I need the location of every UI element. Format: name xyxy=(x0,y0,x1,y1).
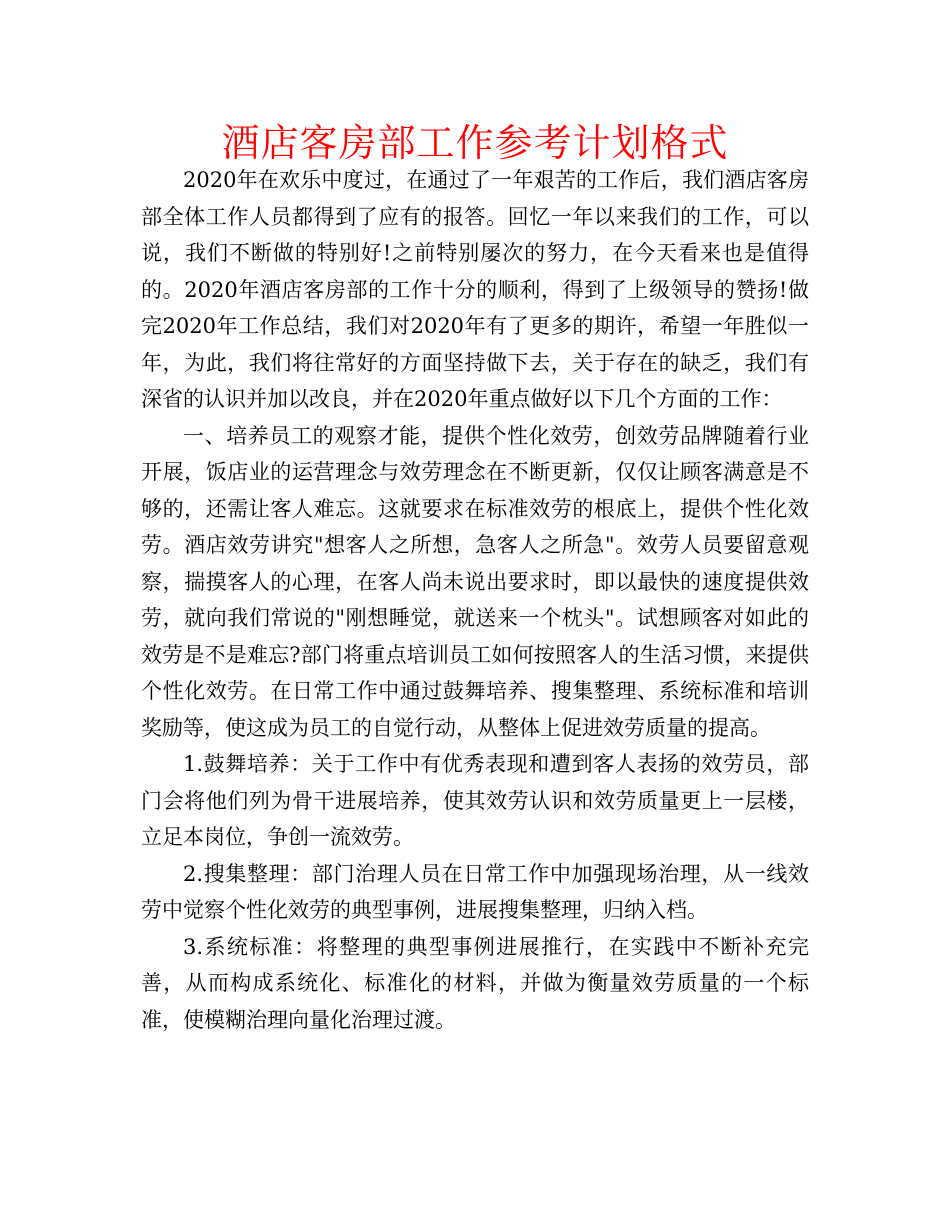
document-body xyxy=(141,162,809,1038)
paragraph-section-one: 一、培养员工的观察才能，提供个性化效劳，创效劳品牌随着行业开展，饭店业的运营理念与效劳理念在不断更新，仅仅让顾客满意是不够的，还需让客人难忘。这就要求在标准效劳的根底上，提供个性化效劳。酒店效劳讲究"想客人之所想，急客人之所急"。效劳人员要留意观察，揣摸客人的心理，在客人尚未说出要求时，即以最快的速度提供效劳，就向我们常说的"刚想睡觉，就送来一个枕头"。试想顾客对如此的效劳是不是难忘?部门将重点培训员工如何按照客人的生活习惯，来提供个性化效劳。在日常工作中通过鼓舞培养、搜集整理、系统标准和培训奖励等，使这成为员工的自觉行动，从整体上促进效劳质量的提高。 xyxy=(141,423,809,740)
paragraph-intro: 2020年在欢乐中度过，在通过了一年艰苦的工作后，我们酒店客房部全体工作人员都得到了应有的报答。回忆一年以来我们的工作，可以说，我们不断做的特别好!之前特别屡次的努力，在今天看来也是值得的。2020年酒店客房部的工作十分的顺利，得到了上级领导的赞扬!做完2020年工作总结，我们对2020年有了更多的期许，希望一年胜似一年，为此，我们将往常好的方面坚持做下去，关于存在的缺乏，我们有深省的认识并加以改良，并在2020年重点做好以下几个方面的工作： xyxy=(141,168,809,411)
paragraph-item-1: 1.鼓舞培养：关于工作中有优秀表现和遭到客人表扬的效劳员，部门会将他们列为骨干进展培养，使其效劳认识和效劳质量更上一层楼，立足本岗位，争创一流效劳。 xyxy=(141,752,809,849)
paragraph-item-2: 2.搜集整理：部门治理人员在日常工作中加强现场治理，从一线效劳中觉察个性化效劳的典型事例，进展搜集整理，归纳入档。 xyxy=(141,861,809,922)
paragraph-item-3: 3.系统标准：将整理的典型事例进展推行，在实践中不断补充完善，从而构成系统化、标准化的材料，并做为衡量效劳质量的一个标准，使模糊治理向量化治理过渡。 xyxy=(141,934,809,1032)
document-title: 酒店客房部工作参考计划格式 xyxy=(221,121,729,165)
